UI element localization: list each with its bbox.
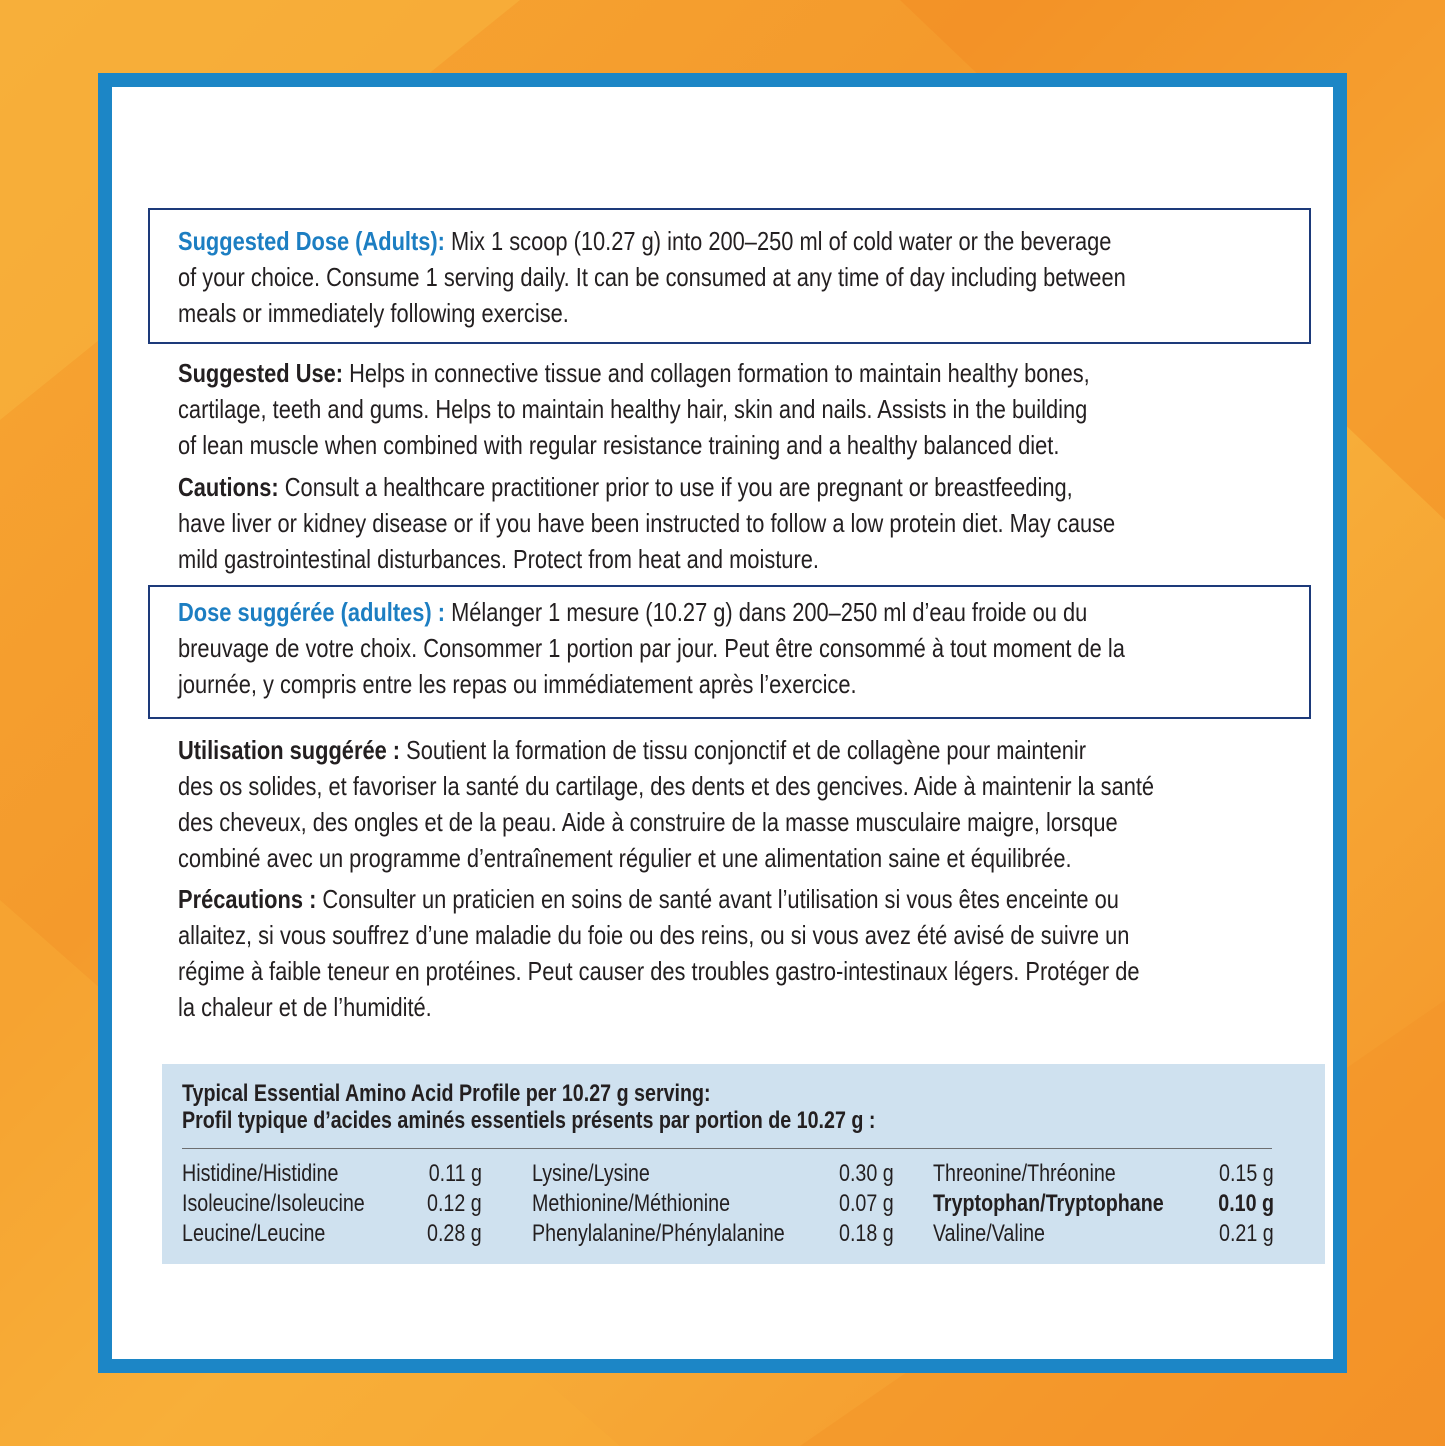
english-dose-line-1: Mix 1 scoop (10.27 g) into 200–250 ml of cold water or the beverage bbox=[444, 226, 1112, 256]
english-cautions-line-3: mild gastrointestinal disturbances. Protect from heat and moisture. bbox=[178, 544, 819, 574]
french-use-line-2: des os solides, et favoriser la santé du cartilage, des dents et des gencives. Aide à maintenir la santé bbox=[178, 771, 1155, 801]
amino-name: Isoleucine/Isoleucine bbox=[182, 1190, 365, 1217]
amino-name: Methionine/Méthionine bbox=[532, 1190, 731, 1217]
french-dose-line-1: Mélanger 1 mesure (10.27 g) dans 200–250 ml d’eau froide ou du bbox=[445, 597, 1088, 627]
amino-title-en: Typical Essential Amino Acid Profile per 10.27 g serving: bbox=[182, 1080, 711, 1107]
amino-name: Leucine/Leucine bbox=[182, 1220, 326, 1247]
english-dose-line-3: meals or immediately following exercise. bbox=[178, 298, 569, 328]
english-use-line-1: Helps in connective tissue and collagen formation to maintain healthy bones, bbox=[343, 358, 1090, 388]
amino-value: 0.15 g bbox=[1219, 1160, 1274, 1187]
french-use-label: Utilisation suggérée : bbox=[178, 735, 401, 765]
french-cautions-text bbox=[178, 881, 1323, 1025]
english-dose-line-2: of your choice. Consume 1 serving daily. It can be consumed at any time of day including between bbox=[178, 262, 1126, 292]
french-dose-line-2: breuvage de votre choix. Consommer 1 portion par jour. Peut être consommé à tout moment de la bbox=[178, 633, 1125, 663]
english-use-line-2: cartilage, teeth and gums. Helps to maintain healthy hair, skin and nails. Assists in the building bbox=[178, 394, 1088, 424]
english-use-label: Suggested Use: bbox=[178, 358, 344, 388]
amino-name: Valine/Valine bbox=[933, 1220, 1045, 1247]
french-cautions-line-2: allaitez, si vous souffrez d’une maladie du foie ou des reins, ou si vous avez été avisé de suivre un bbox=[178, 920, 1130, 950]
amino-value: 0.30 g bbox=[839, 1160, 894, 1187]
amino-value: 0.18 g bbox=[839, 1220, 894, 1247]
english-use-text bbox=[178, 355, 1263, 463]
content-frame bbox=[98, 73, 1347, 1373]
amino-name: Threonine/Thréonine bbox=[933, 1160, 1116, 1187]
english-cautions-line-1: Consult a healthcare practitioner prior to use if you are pregnant or breastfeeding, bbox=[278, 472, 1073, 502]
amino-name: Lysine/Lysine bbox=[532, 1160, 650, 1187]
french-use-text bbox=[178, 732, 1340, 876]
amino-value: 0.21 g bbox=[1219, 1220, 1274, 1247]
amino-title-fr: Profil typique d’acides aminés essentiels présents par portion de 10.27 g : bbox=[182, 1107, 876, 1134]
amino-value: 0.07 g bbox=[839, 1190, 894, 1217]
french-use-line-3: des cheveux, des ongles et de la peau. Aide à construire de la masse musculaire maigre, lorsque bbox=[178, 807, 1118, 837]
french-cautions-label: Précautions : bbox=[178, 884, 317, 914]
content-panel bbox=[112, 87, 1333, 1359]
french-use-line-1: Soutient la formation de tissu conjonctif et de collagène pour maintenir bbox=[400, 735, 1087, 765]
amino-acid-table bbox=[162, 1064, 1325, 1264]
amino-value: 0.11 g bbox=[428, 1160, 482, 1187]
english-use-line-3: of lean muscle when combined with regular resistance training and a healthy balanced diet. bbox=[178, 430, 1060, 460]
french-cautions-line-4: la chaleur et de l’humidité. bbox=[178, 992, 432, 1022]
amino-name: Histidine/Histidine bbox=[182, 1160, 339, 1187]
french-dose-line-3: journée, y compris entre les repas ou immédiatement après l’exercice. bbox=[178, 669, 857, 699]
french-cautions-line-1: Consulter un praticien en soins de santé avant l’utilisation si vous êtes enceinte ou bbox=[316, 884, 1119, 914]
amino-name-highlight: Tryptophan/Tryptophane bbox=[933, 1190, 1164, 1217]
english-dose-label: Suggested Dose (Adults): bbox=[178, 226, 445, 256]
amino-value: 0.28 g bbox=[427, 1220, 482, 1247]
amino-name: Phenylalanine/Phénylalanine bbox=[532, 1220, 785, 1247]
english-cautions-label: Cautions: bbox=[178, 472, 279, 502]
english-cautions-text bbox=[178, 469, 1294, 577]
french-dose-label: Dose suggérée (adultes) : bbox=[178, 597, 446, 627]
english-cautions-line-2: have liver or kidney disease or if you have been instructed to follow a low protein diet. May cause bbox=[178, 508, 1116, 538]
amino-table-divider bbox=[182, 1148, 1272, 1149]
amino-table-heading bbox=[182, 1080, 875, 1134]
french-use-line-4: combiné avec un programme d’entraînement régulier et une alimentation saine et équilibrée. bbox=[178, 843, 1072, 873]
amino-value: 0.12 g bbox=[427, 1190, 482, 1217]
french-dose-text bbox=[178, 594, 1305, 702]
french-cautions-line-3: régime à faible teneur en protéines. Peut causer des troubles gastro-intestinaux légers. Protéger de bbox=[178, 956, 1140, 986]
amino-value-highlight: 0.10 g bbox=[1218, 1190, 1274, 1217]
english-dose-text bbox=[178, 223, 1306, 331]
